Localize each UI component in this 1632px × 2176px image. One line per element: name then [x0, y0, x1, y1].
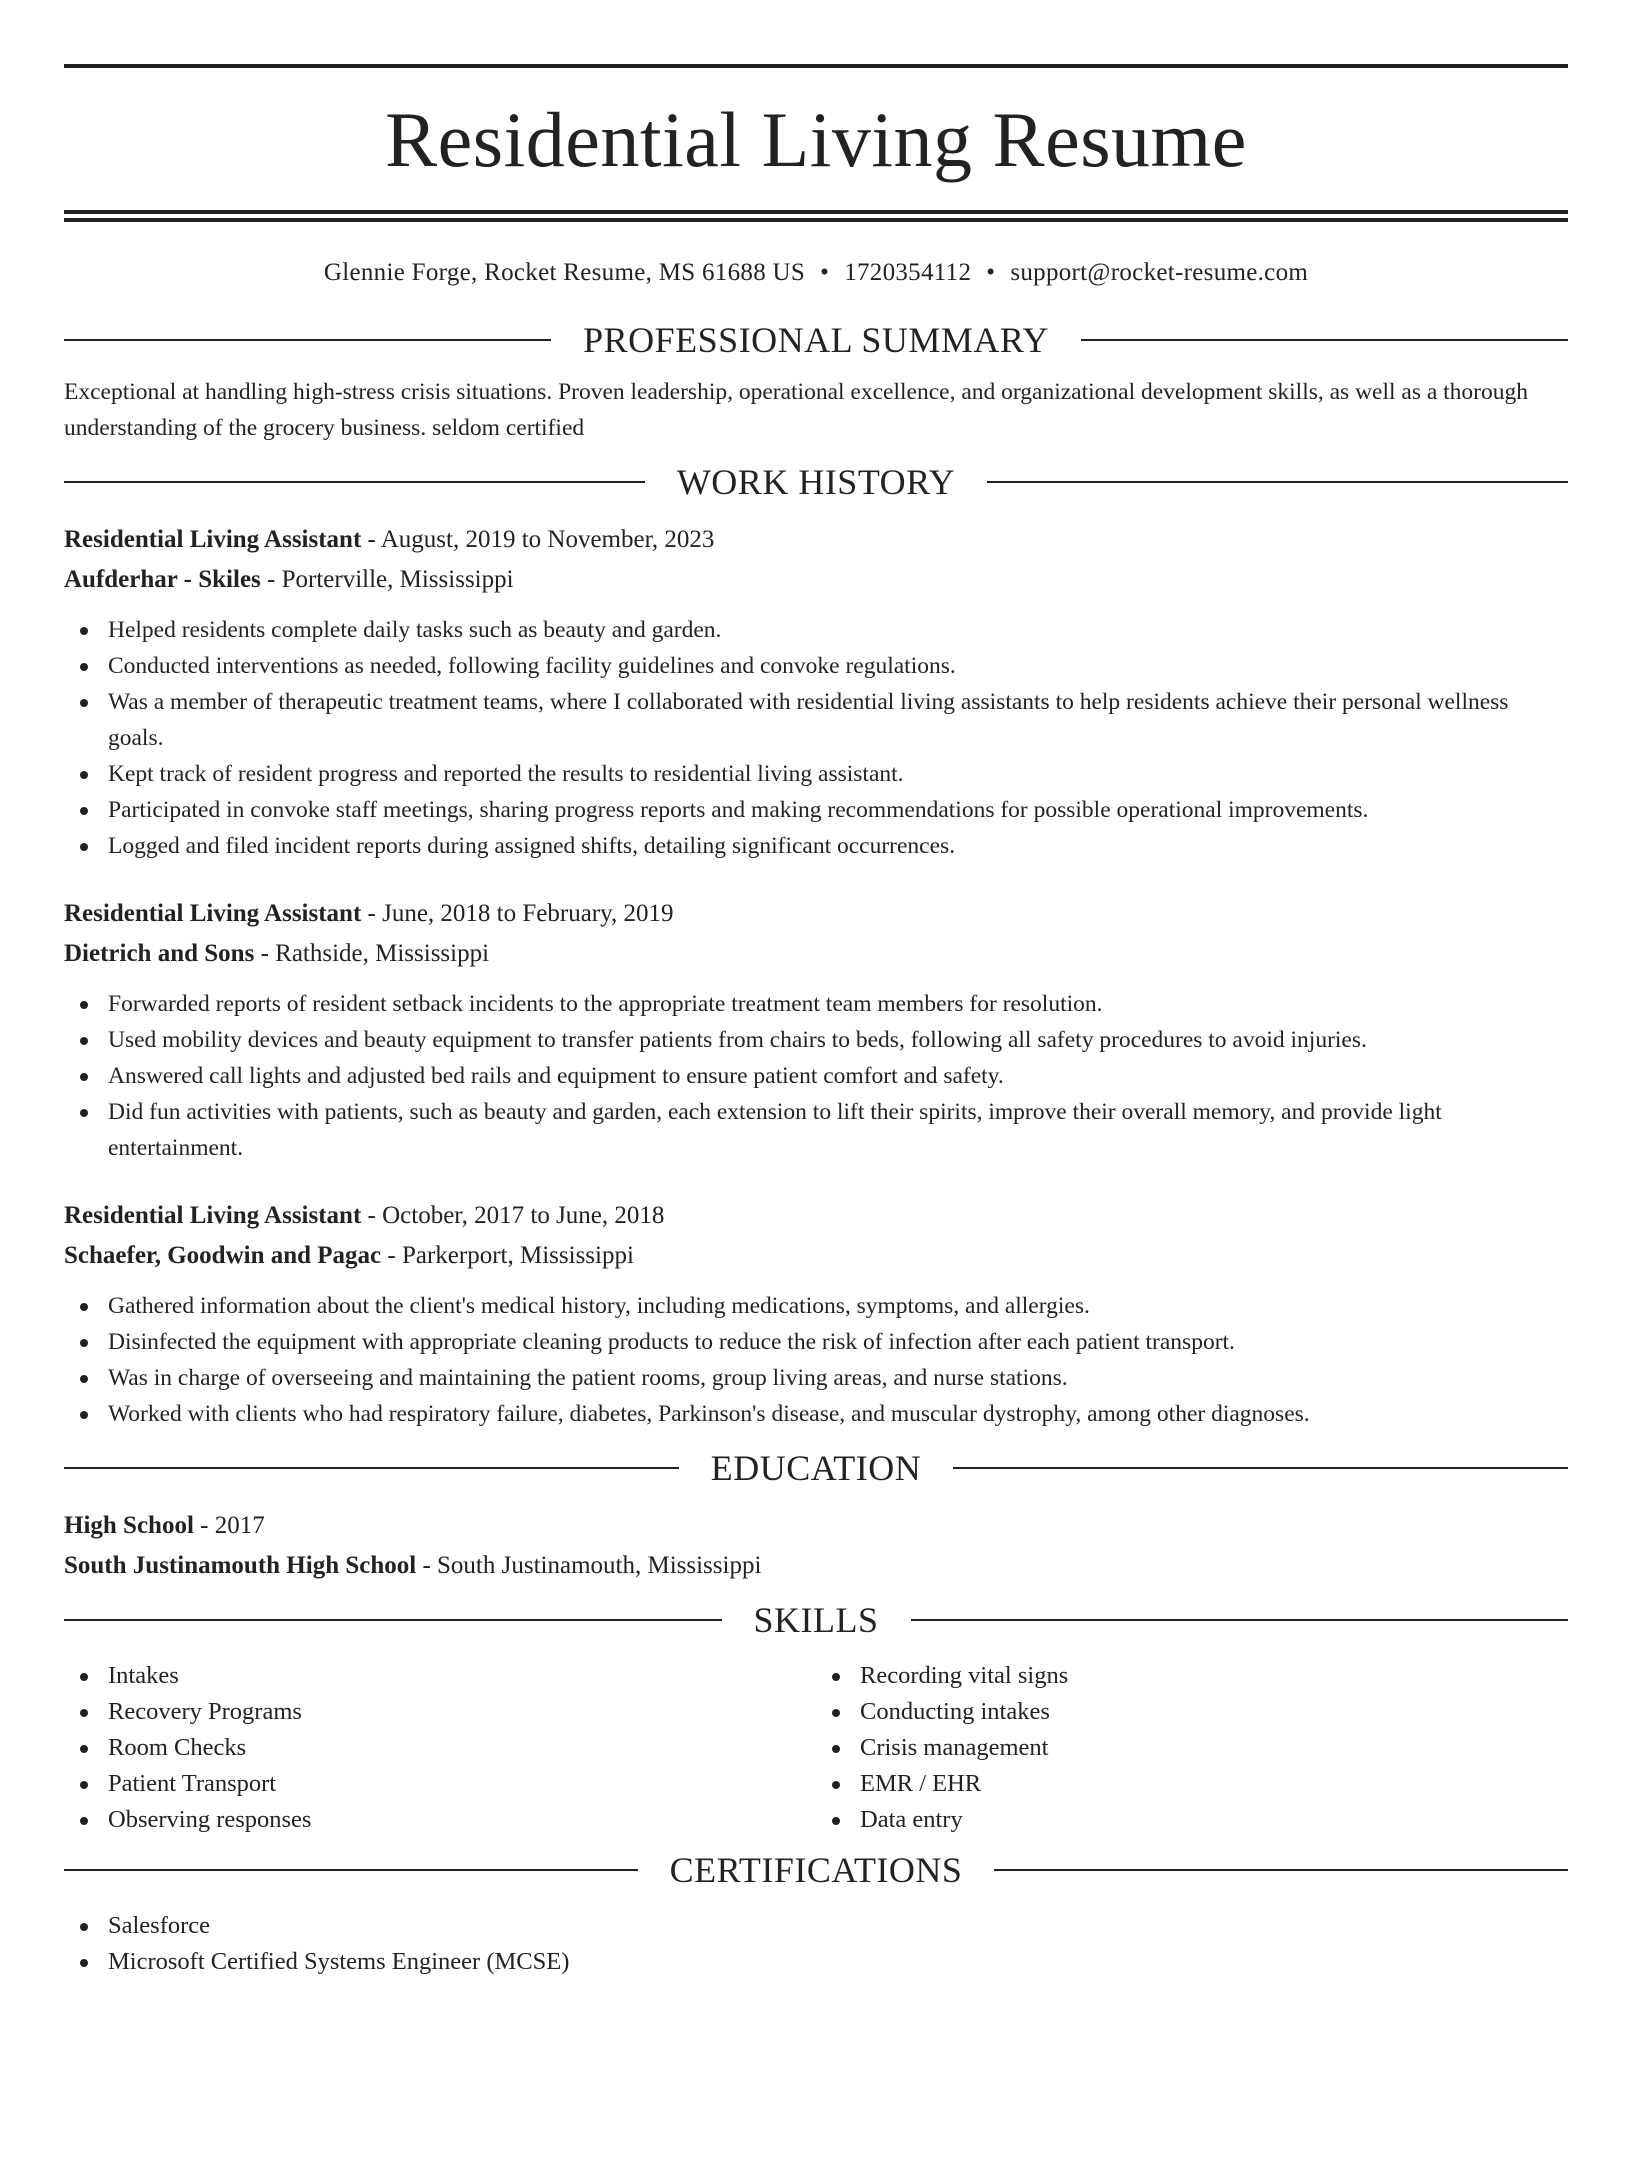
job-company-line: [64, 934, 1568, 974]
job-title: Residential Living Assistant: [64, 526, 362, 553]
job-company: Schaefer, Goodwin and Pagac: [64, 1242, 382, 1269]
certifications-list: [64, 1908, 1568, 1980]
list-item: Worked with clients who had respiratory failure, diabetes, Parkinson's disease, and muscular dystrophy, among other diagnoses.: [108, 1396, 1568, 1432]
job-title-line: [64, 520, 1568, 560]
job-bullets: [64, 986, 1568, 1166]
job-location: - Porterville, Mississippi: [260, 566, 514, 593]
job-bullets: [64, 612, 1568, 864]
resume-page: [0, 64, 1632, 2176]
certification-item: Salesforce: [108, 1908, 1568, 1944]
title-double-rule: [64, 210, 1568, 222]
section-title: EDUCATION: [710, 1448, 922, 1488]
skill-item: Observing responses: [108, 1802, 816, 1838]
education-school-line: [64, 1546, 1568, 1586]
list-item: Participated in convoke staff meetings, sharing progress reports and making recommendations for possible operational improvements.: [108, 792, 1568, 828]
job-entry: [64, 894, 1568, 1166]
skill-item: Conducting intakes: [860, 1694, 1568, 1730]
job-title-line: [64, 1196, 1568, 1236]
skill-item: Recovery Programs: [108, 1694, 816, 1730]
contact-phone: 1720354112: [844, 259, 972, 286]
job-company-line: [64, 1236, 1568, 1276]
certification-item: Microsoft Certified Systems Engineer (MCSE): [108, 1944, 1568, 1980]
section-header-certifications: [64, 1848, 1568, 1892]
list-item: Did fun activities with patients, such as beauty and garden, each extension to lift their spirits, improve their overall memory, and provide light entertainment.: [108, 1094, 1568, 1166]
job-company-line: [64, 560, 1568, 600]
list-item: Disinfected the equipment with appropriate cleaning products to reduce the risk of infection after each patient transport.: [108, 1324, 1568, 1360]
skill-item: Intakes: [108, 1658, 816, 1694]
skills-column-right: [816, 1658, 1568, 1838]
job-title: Residential Living Assistant: [64, 1202, 362, 1229]
section-rule: [1081, 339, 1568, 341]
top-rule: [64, 64, 1568, 68]
section-title: WORK HISTORY: [676, 462, 956, 502]
job-entry: [64, 1196, 1568, 1432]
education-year: - 2017: [193, 1512, 265, 1539]
contact-line: [64, 258, 1568, 288]
section-title: SKILLS: [753, 1600, 879, 1640]
job-company: Aufderhar - Skiles: [64, 566, 261, 593]
education-school: South Justinamouth High School: [64, 1552, 417, 1579]
skills-grid: [64, 1658, 1568, 1838]
section-header-work: [64, 460, 1568, 504]
list-item: Forwarded reports of resident setback incidents to the appropriate treatment team members for resolution.: [108, 986, 1568, 1022]
education-degree: High School: [64, 1512, 194, 1539]
job-location: - Parkerport, Mississippi: [381, 1242, 634, 1269]
list-item: Was a member of therapeutic treatment teams, where I collaborated with residential living assistants to help residents achieve their personal wellness goals.: [108, 684, 1568, 756]
skill-item: Recording vital signs: [860, 1658, 1568, 1694]
education-entry: [64, 1506, 1568, 1586]
contact-email: support@rocket-resume.com: [1010, 259, 1309, 286]
skill-item: EMR / EHR: [860, 1766, 1568, 1802]
section-rule: [987, 481, 1568, 483]
job-company: Dietrich and Sons: [64, 940, 255, 967]
section-rule: [64, 1619, 722, 1621]
section-rule: [64, 1467, 679, 1469]
contact-separator: •: [986, 259, 996, 286]
job-bullets: [64, 1288, 1568, 1432]
skill-item: Room Checks: [108, 1730, 816, 1766]
job-location: - Rathside, Mississippi: [254, 940, 490, 967]
list-item: Used mobility devices and beauty equipment to transfer patients from chairs to beds, following all safety procedures to avoid injuries.: [108, 1022, 1568, 1058]
skill-item: Data entry: [860, 1802, 1568, 1838]
list-item: Answered call lights and adjusted bed rails and equipment to ensure patient comfort and safety.: [108, 1058, 1568, 1094]
contact-address: Glennie Forge, Rocket Resume, MS 61688 US: [323, 259, 806, 286]
section-title: CERTIFICATIONS: [669, 1850, 963, 1890]
section-rule: [64, 1869, 638, 1871]
skill-item: Patient Transport: [108, 1766, 816, 1802]
section-rule: [64, 481, 645, 483]
job-dates: - October, 2017 to June, 2018: [361, 1202, 665, 1229]
job-title: Residential Living Assistant: [64, 900, 362, 927]
skills-column-left: [64, 1658, 816, 1838]
section-header-summary: [64, 318, 1568, 362]
section-header-education: [64, 1446, 1568, 1490]
section-rule: [953, 1467, 1568, 1469]
list-item: Conducted interventions as needed, following facility guidelines and convoke regulations.: [108, 648, 1568, 684]
section-rule: [911, 1619, 1569, 1621]
section-rule: [994, 1869, 1568, 1871]
skill-item: Crisis management: [860, 1730, 1568, 1766]
section-header-skills: [64, 1598, 1568, 1642]
list-item: Helped residents complete daily tasks such as beauty and garden.: [108, 612, 1568, 648]
list-item: Gathered information about the client's medical history, including medications, symptoms, and allergies.: [108, 1288, 1568, 1324]
list-item: Was in charge of overseeing and maintaining the patient rooms, group living areas, and nurse stations.: [108, 1360, 1568, 1396]
section-rule: [64, 339, 551, 341]
section-title: PROFESSIONAL SUMMARY: [583, 320, 1049, 360]
job-title-line: [64, 894, 1568, 934]
resume-title: Residential Living Resume: [385, 96, 1247, 183]
education-location: - South Justinamouth, Mississippi: [416, 1552, 762, 1579]
job-entry: [64, 520, 1568, 864]
job-dates: - June, 2018 to February, 2019: [361, 900, 674, 927]
list-item: Logged and filed incident reports during assigned shifts, detailing significant occurrences.: [108, 828, 1568, 864]
summary-text: Exceptional at handling high-stress crisis situations. Proven leadership, operational excellence, and organizational development skills, as well as a thorough understanding of the grocery business. seldom certified: [64, 379, 1529, 441]
contact-separator: •: [820, 259, 830, 286]
education-degree-line: [64, 1506, 1568, 1546]
list-item: Kept track of resident progress and reported the results to residential living assistant.: [108, 756, 1568, 792]
job-dates: - August, 2019 to November, 2023: [361, 526, 715, 553]
